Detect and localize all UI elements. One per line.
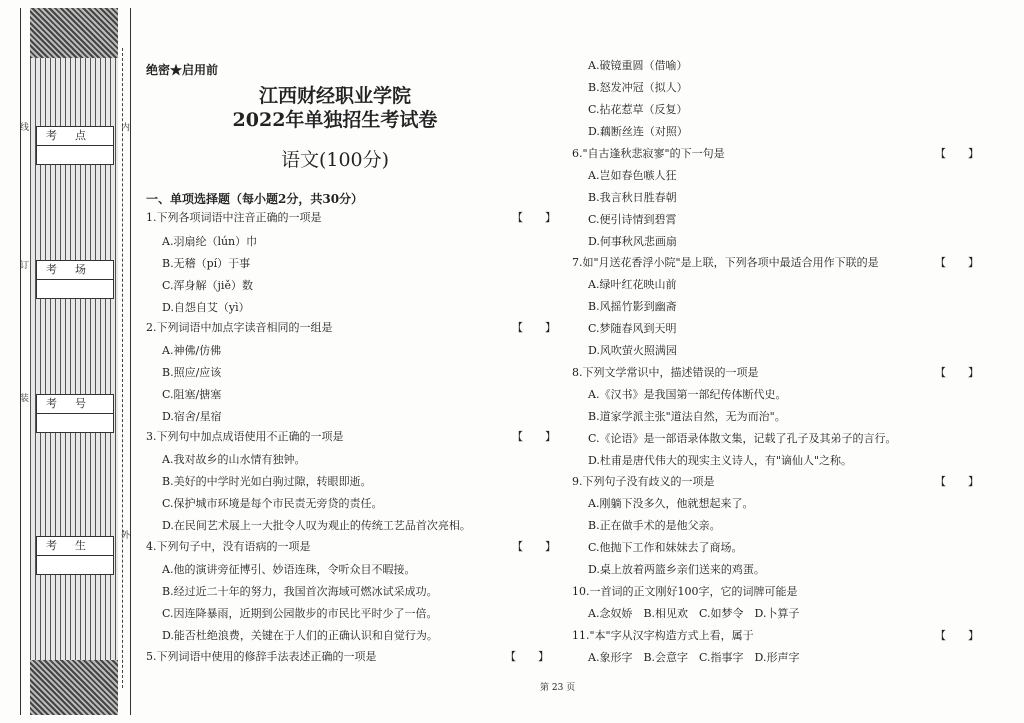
answer-bracket[interactable]: 【 】: [935, 366, 979, 379]
option: A.象形字 B.会意字 C.指事字 D.形声字: [588, 651, 800, 664]
option: D.宿舍/星宿: [162, 410, 222, 423]
question-stem: 7.如"月送花香浮小院"是上联，下列各项中最适合用作下联的是: [572, 256, 879, 269]
option: A.破镜重圆（借喻）: [588, 59, 688, 72]
field-label: 考点: [37, 127, 113, 146]
option: D.桌上放着两篮乡亲们送来的鸡蛋。: [588, 563, 765, 576]
school-name: 江西财经职业学院: [258, 85, 411, 107]
answer-bracket[interactable]: 【 】: [935, 256, 979, 269]
field-label: 考号: [37, 395, 113, 414]
option: B.正在做手术的是他父亲。: [588, 519, 721, 532]
answer-bracket[interactable]: 【 】: [512, 540, 556, 553]
answer-bracket[interactable]: 【 】: [935, 147, 979, 160]
option: C.阻塞/搪塞: [162, 388, 222, 401]
option: C.他抛下工作和妹妹去了商场。: [588, 541, 743, 554]
side-char: 内: [121, 123, 131, 133]
option: C.因连降暴雨，近期到公园散步的市民比平时少了一倍。: [162, 607, 438, 620]
option: A.神佛/仿佛: [162, 344, 222, 357]
field-label: 考生: [37, 537, 113, 556]
question-stem: 2.下列词语中加点字读音相同的一组是: [146, 321, 333, 334]
option: D.藕断丝连（对照）: [588, 125, 688, 138]
option: B.照应/应该: [162, 366, 222, 379]
field-label: 考场: [37, 261, 113, 280]
option: B.道家学派主张"道法自然，无为而治"。: [588, 410, 786, 423]
option: A.《汉书》是我国第一部纪传体断代史。: [588, 388, 787, 401]
field-exam-number[interactable]: [36, 394, 114, 433]
question-stem: 6."自古逢秋悲寂寥"的下一句是: [572, 147, 725, 160]
option: B.美好的中学时光如白驹过隙，转眼即逝。: [162, 475, 372, 488]
option: D.能否杜绝浪费，关键在于人们的正确认识和自觉行为。: [162, 629, 438, 642]
answer-bracket[interactable]: 【 】: [935, 475, 979, 488]
page-number: 第 23 页: [540, 683, 576, 693]
binding-hatch-top: [30, 8, 118, 58]
question-stem: 9.下列句子没有歧义的一项是: [572, 475, 715, 488]
option: C.梦随春风到天明: [588, 322, 677, 335]
question-stem: 5.下列词语中使用的修辞手法表述正确的一项是: [146, 650, 377, 663]
question-stem: 8.下列文学常识中，描述错误的一项是: [572, 366, 759, 379]
answer-bracket[interactable]: 【 】: [505, 650, 549, 663]
binding-strip: [20, 8, 132, 715]
option: A.他的演讲旁征博引、妙语连珠，令听众目不暇接。: [162, 563, 416, 576]
option: C.《论语》是一部语录体散文集，记载了孔子及其弟子的言行。: [588, 432, 897, 445]
binding-hatch-bottom: [30, 660, 118, 715]
subject-title: 语文(100分): [280, 149, 390, 171]
side-char: 线: [20, 123, 30, 133]
option: B.风摇竹影到幽斋: [588, 300, 677, 313]
side-char: 装: [20, 394, 30, 404]
binding-edge-line: [130, 8, 131, 715]
option: A.刚躺下没多久，他就想起来了。: [588, 497, 754, 510]
confidential-mark: 绝密★启用前: [146, 63, 219, 77]
option: B.经过近二十年的努力，我国首次海域可燃冰试采成功。: [162, 585, 438, 598]
field-exam-room[interactable]: [36, 260, 114, 299]
answer-bracket[interactable]: 【 】: [935, 629, 979, 642]
option: D.在民间艺术展上一大批令人叹为观止的传统工艺品首次亮相。: [162, 519, 471, 532]
field-exam-site[interactable]: [36, 126, 114, 165]
exam-title: 2022年单独招生考试卷: [232, 109, 438, 131]
option: B.怒发冲冠（拟人）: [588, 81, 688, 94]
field-examinee[interactable]: [36, 536, 114, 575]
answer-bracket[interactable]: 【 】: [512, 430, 556, 443]
question-stem: 4.下列句子中，没有语病的一项是: [146, 540, 311, 553]
question-stem: 10.一首词的正文刚好100字，它的词牌可能是: [572, 585, 798, 598]
option: D.何事秋风悲画扇: [588, 235, 677, 248]
option: A.岂如春色嗾人狂: [588, 169, 677, 182]
option: C.便引诗情到碧霄: [588, 213, 677, 226]
option: C.拈花惹草（反复）: [588, 103, 688, 116]
option: A.绿叶红花映山前: [588, 278, 677, 291]
option: D.风吹萤火照满园: [588, 344, 677, 357]
binding-edge-line: [20, 8, 21, 715]
cut-line: [122, 48, 129, 688]
answer-bracket[interactable]: 【 】: [512, 321, 556, 334]
section-heading: 一、单项选择题（每小题2分，共30分）: [146, 192, 364, 206]
side-char: 订: [20, 261, 30, 271]
side-char: 外: [121, 531, 131, 541]
option: A.念奴娇 B.相见欢 C.如梦令 D.卜算子: [588, 607, 800, 620]
option: A.我对故乡的山水情有独钟。: [162, 453, 306, 466]
option: D.自怨自艾（yì）: [162, 301, 250, 314]
question-stem: 1.下列各项词语中注音正确的一项是: [146, 211, 322, 224]
option: C.保护城市环境是每个市民责无旁贷的责任。: [162, 497, 383, 510]
question-stem: 3.下列句中加点成语使用不正确的一项是: [146, 430, 344, 443]
answer-bracket[interactable]: 【 】: [512, 211, 556, 224]
question-stem: 11."本"字从汉字构造方式上看，属于: [572, 629, 754, 642]
option: B.无稽（pí）于事: [162, 257, 251, 270]
option: B.我言秋日胜春朝: [588, 191, 677, 204]
option: D.杜甫是唐代伟大的现实主义诗人，有"谪仙人"之称。: [588, 454, 853, 467]
option: A.羽扇纶（lún）巾: [162, 235, 258, 248]
option: C.浑身解（jiě）数: [162, 279, 253, 292]
